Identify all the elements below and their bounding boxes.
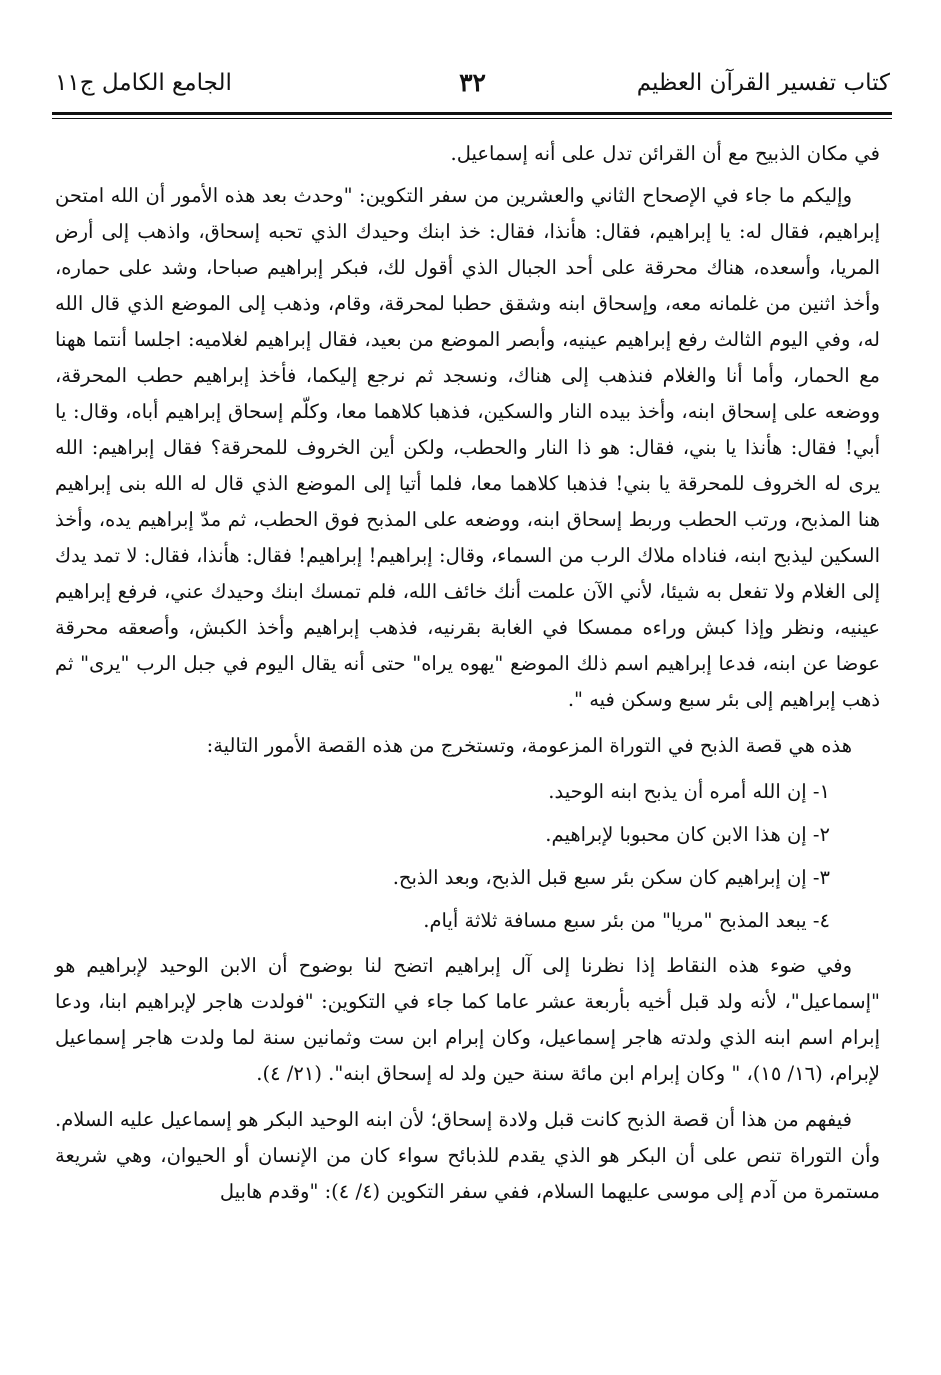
- list-item: ٢- إن هذا الابن كان محبوبا لإبراهيم.: [545, 823, 830, 846]
- list-item: ٣- إن إبراهيم كان سكن بئر سبع قبل الذبح، وبعد الذبح.: [392, 866, 830, 889]
- page-number: ٣٢: [459, 68, 486, 97]
- quoted-passage: وإليكم ما جاء في الإصحاح الثاني والعشرين من سفر التكوين: "وحدث بعد هذه الأمور أن الله امتحن إبراهيم، فقال له: يا إبراهيم، فقال: هأنذا، فقال: خذ ابنك وحيدك الذي تحبه إسحاق، واذهب إلى أرض المريا، وأسعده، هناك محرقة على أحد الجبال الذي أقول لك، فبكر إبراهيم صباحا، وشد على حماره، وأخذ اثنين من غلمانه معه، وإسحاق ابنه وشقق حطبا لمحرقة، وقام، وذهب إلى الموضع الذي قال الله له، وفي اليوم الثالث رفع إبراهيم عينيه، وأبصر الموضع من بعيد، فقال إبراهيم لغلاميه: اجلسا أنتما ههنا مع الحمار، وأما أنا والغلام فنذهب إلى هناك، ونسجد ثم نرجع إليكما، فأخذ إبراهيم حطب المحرقة، ووضعه على إسحاق ابنه، وأخذ بيده النار والسكين، فذهبا كلاهما معا، وكلّم إسحاق إبراهيم أباه، وقال: يا أبي! فقال: هأنذا يا بني، فقال: هو ذا النار والحطب، ولكن أين الخروف للمحرقة؟ فقال إبراهيم: الله يرى له الخروف للمحرقة يا بني! فذهبا كلاهما معا، فلما أتيا إلى الموضع الذي قال له الله بنى إبراهيم هنا المذبح، ورتب الحطب وربط إسحاق ابنه، ووضعه على المذبح فوق الحطب، ثم مدّ إبراهيم يده، وأخذ السكين ليذبح ابنه، فناداه ملاك الرب من السماء، وقال: إبراهيم! إبراهيم! فقال: هأنذا، فقال: لا تمد يدك إلى الغلام ولا تفعل به شيئا، لأني الآن علمت أنك خائف الله، فلم تمسك ابنك وحيدك عني، فرفع إبراهيم عينيه، ونظر وإذا كبش وراءه ممسكا في الغابة بقرنيه، فذهب إبراهيم وأخذ الكبش، وأصعقه محرقة عوضا عن ابنه، فدعا إبراهيم اسم ذلك الموضع "يهوه يراه" حتى أنه يقال اليوم في جبل الرب "يرى" ثم ذهب إبراهيم إلى بئر سبع وسكن فيه ".: [55, 184, 880, 711]
- paragraph: وفي ضوء هذه النقاط إذا نظرنا إلى آل إبراهيم اتضح لنا بوضوح أن الابن الوحيد لإبراهيم هو "إسماعيل"، لأنه ولد قبل أخيه بأربعة عشر عاما كما جاء في التكوين: "فولدت هاجر لإبراهيم ابنا، ودعا إبرام اسم ابنه الذي ولدته هاجر إسماعيل، وكان إبرام ابن ست وثمانين سنة لما ولدت هاجر إسماعيل لإبرام، (١٦/ ١٥)، " وكان إبرام ابن مائة سنة حين ولد له إسحاق ابنه". (٢١/ ٤).: [55, 954, 880, 1085]
- list-item: ١- إن الله أمره أن يذبح ابنه الوحيد.: [548, 780, 830, 803]
- paragraph: في مكان الذبيح مع أن القرائن تدل على أنه إسماعيل.: [450, 142, 880, 165]
- paragraph: فيفهم من هذا أن قصة الذبح كانت قبل ولادة إسحاق؛ لأن ابنه الوحيد البكر هو إسماعيل عليه السلام. وأن التوراة تنص على أن البكر هو الذي يقدم للذبائح سواء كان من الإنسان أو الحيوان، وهي شريعة مستمرة من آدم إلى موسى عليهما السلام، ففي سفر التكوين (٤/ ٤): "وقدم هابيل: [55, 1108, 880, 1203]
- paragraph: هذه هي قصة الذبح في التوراة المزعومة، وتستخرج من هذه القصة الأمور التالية:: [206, 734, 852, 757]
- book-title: كتاب تفسير القرآن العظيم: [636, 70, 890, 96]
- header-rule-thin: [52, 118, 892, 119]
- header-rule-thick: [52, 112, 892, 115]
- running-header: [55, 62, 890, 106]
- collection-title: الجامع الكامل ج١١: [55, 70, 232, 96]
- page-body: [55, 136, 880, 1210]
- list-item: ٤- يبعد المذبح "مريا" من بئر سبع مسافة ثلاثة أيام.: [423, 909, 830, 932]
